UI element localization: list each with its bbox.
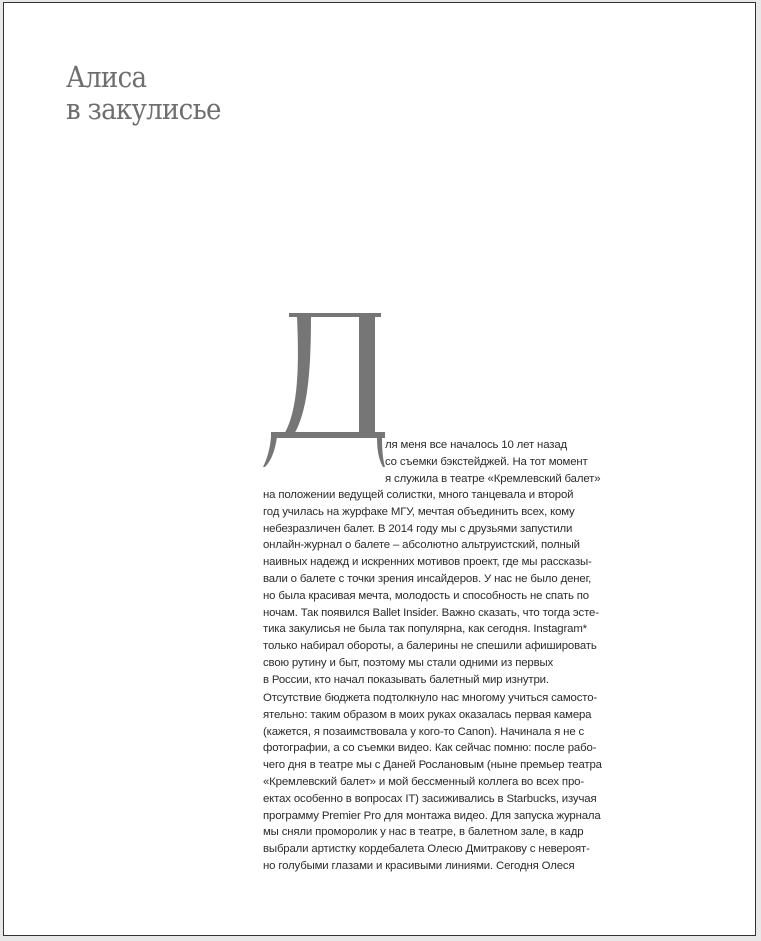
title-line-1: Алиса <box>66 60 147 94</box>
text-line: небезразличен балет. В 2014 году мы с друзьями запустили <box>263 522 573 535</box>
text-line: со съемки бэкстейджей. На тот момент <box>385 455 588 468</box>
text-line: ектах особенно в вопросах IT) засиживались в Starbucks, изучая <box>263 792 597 805</box>
text-line: только набирал обороты, а балерины не спешили афишировать <box>263 640 597 653</box>
text-line: ля меня все началось 10 лет назад <box>385 439 568 451</box>
text-line: фотографии, а со съемки видео. Как сейчас помню: после рабо- <box>263 742 597 755</box>
drop-cap <box>263 303 385 473</box>
paragraph-1-intro <box>385 437 647 487</box>
text-line: чего дня в театре мы с Даней Рослановым (ныне премьер театра <box>263 759 602 772</box>
text-line: год училась на журфаке МГУ, мечтая объединить всех, кому <box>263 505 575 518</box>
text-line: в России, кто начал показывать балетный мир изнутри. <box>263 673 549 686</box>
text-line: но была красивая мечта, молодость и способность не спать по <box>263 589 589 602</box>
paragraph-1 <box>263 487 648 689</box>
text-line: программу Premier Pro для монтажа видео. Для запуска журнала <box>263 809 601 822</box>
paragraph-2 <box>263 690 648 875</box>
text-line: наивных надежд и искренних мотивов проект, где мы рассказы- <box>263 556 592 569</box>
text-line: «Кремлевский балет» и мой бессменный коллега во всех про- <box>263 775 584 788</box>
text-line: ятельно: таким образом в моих руках оказалась первая камера <box>263 708 592 721</box>
text-line: Отсутствие бюджета подтолкнуло нас многому учиться самосто- <box>263 692 598 704</box>
text-line: вали о балете с точки зрения инсайдеров. У нас не было денег, <box>263 572 592 585</box>
text-line: мы сняли проморолик у нас в театре, в балетном зале, в кадр <box>263 826 584 839</box>
text-line: тика закулисья не была так популярна, как сегодня. Instagram* <box>263 623 587 636</box>
text-line: ночам. Так появился Ballet Insider. Важно сказать, что тогда эсте- <box>263 606 599 619</box>
text-line: (кажется, я позаимствовала у кого-то Canon). Начинала я не с <box>263 725 585 738</box>
text-line: свою рутину и быт, поэтому мы стали одними из первых <box>263 656 554 669</box>
text-line: но голубыми глазами и красивыми линиями. Сегодня Олеся <box>263 859 575 872</box>
text-line: на положении ведущей солистки, много танцевала и второй <box>263 489 574 501</box>
page-title <box>66 61 221 125</box>
text-line: онлайн-журнал о балете – абсолютно альтруистский, полный <box>263 539 580 552</box>
title-line-2: в закулисье <box>66 92 221 126</box>
magazine-page <box>3 2 756 936</box>
text-line: выбрали артистку кордебалета Олесю Дмитракову с невероят- <box>263 843 590 856</box>
text-line: я служила в театре «Кремлевский балет» <box>385 472 601 485</box>
